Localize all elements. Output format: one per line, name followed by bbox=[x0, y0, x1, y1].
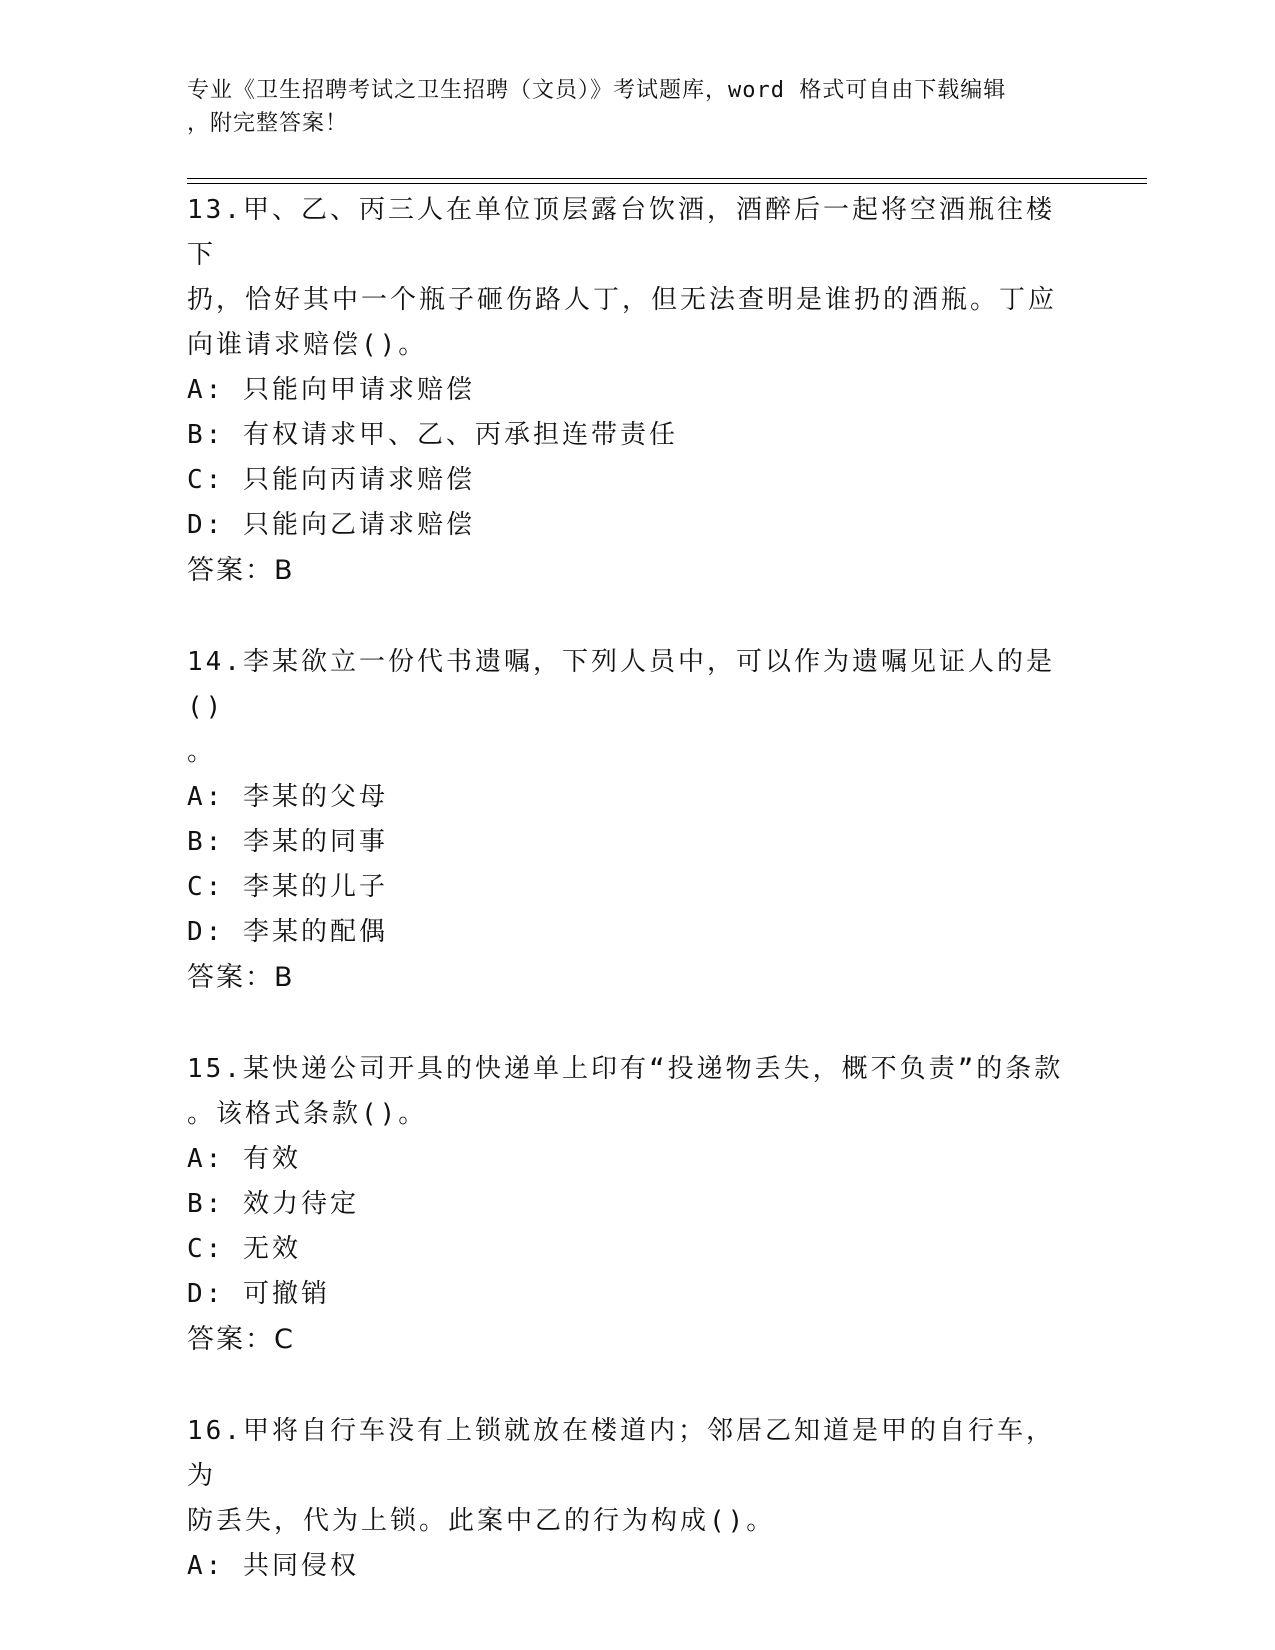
question-15 bbox=[187, 1047, 1077, 1362]
question-list bbox=[187, 188, 1077, 1589]
answer: 答案：B bbox=[187, 962, 295, 993]
header-line-1: 专业《卫生招聘考试之卫生招聘（文员）》考试题库，word 格式可自由下载编辑 bbox=[187, 78, 1007, 103]
option-c: C: 只能向丙请求赔偿 bbox=[187, 465, 475, 495]
document-header bbox=[187, 74, 1067, 140]
option-b: B: 有权请求甲、乙、丙承担连带责任 bbox=[187, 420, 678, 450]
question-text-line: 14.李某欲立一份代书遗嘱，下列人员中，可以作为遗嘱见证人的是() bbox=[187, 647, 1055, 722]
option-a: A: 共同侵权 bbox=[187, 1551, 359, 1581]
answer: 答案：B bbox=[187, 555, 295, 586]
question-16 bbox=[187, 1409, 1077, 1589]
option-a: A: 只能向甲请求赔偿 bbox=[187, 375, 475, 405]
header-divider-bottom bbox=[187, 183, 1147, 184]
header-divider-top bbox=[187, 178, 1147, 179]
option-c: C: 李某的儿子 bbox=[187, 872, 388, 902]
question-text-line: 。 bbox=[187, 737, 217, 767]
question-14 bbox=[187, 640, 1077, 1000]
question-13 bbox=[187, 188, 1077, 593]
option-d: D: 可撤销 bbox=[187, 1279, 330, 1309]
option-b: B: 效力待定 bbox=[187, 1189, 359, 1219]
question-text-line: 防丢失，代为上锁。此案中乙的行为构成()。 bbox=[187, 1506, 776, 1536]
question-text-line: 16.甲将自行车没有上锁就放在楼道内；邻居乙知道是甲的自行车，为 bbox=[187, 1416, 1055, 1491]
option-d: D: 李某的配偶 bbox=[187, 917, 388, 947]
question-text-line: 。该格式条款()。 bbox=[187, 1099, 428, 1129]
question-text-line: 向谁请求赔偿()。 bbox=[187, 330, 428, 360]
option-a: A: 李某的父母 bbox=[187, 782, 388, 812]
option-d: D: 只能向乙请求赔偿 bbox=[187, 510, 475, 540]
question-text-line: 13.甲、乙、丙三人在单位顶层露台饮酒，酒醉后一起将空酒瓶往楼下 bbox=[187, 195, 1055, 270]
answer: 答案：C bbox=[187, 1324, 295, 1355]
header-line-2: ，附完整答案！ bbox=[187, 111, 349, 136]
option-b: B: 李某的同事 bbox=[187, 827, 388, 857]
option-c: C: 无效 bbox=[187, 1234, 301, 1264]
question-text-line: 15.某快递公司开具的快递单上印有“投递物丢失，概不负责”的条款 bbox=[187, 1054, 1064, 1084]
question-text-line: 扔，恰好其中一个瓶子砸伤路人丁，但无法查明是谁扔的酒瓶。丁应 bbox=[187, 285, 1058, 315]
option-a: A: 有效 bbox=[187, 1144, 301, 1174]
